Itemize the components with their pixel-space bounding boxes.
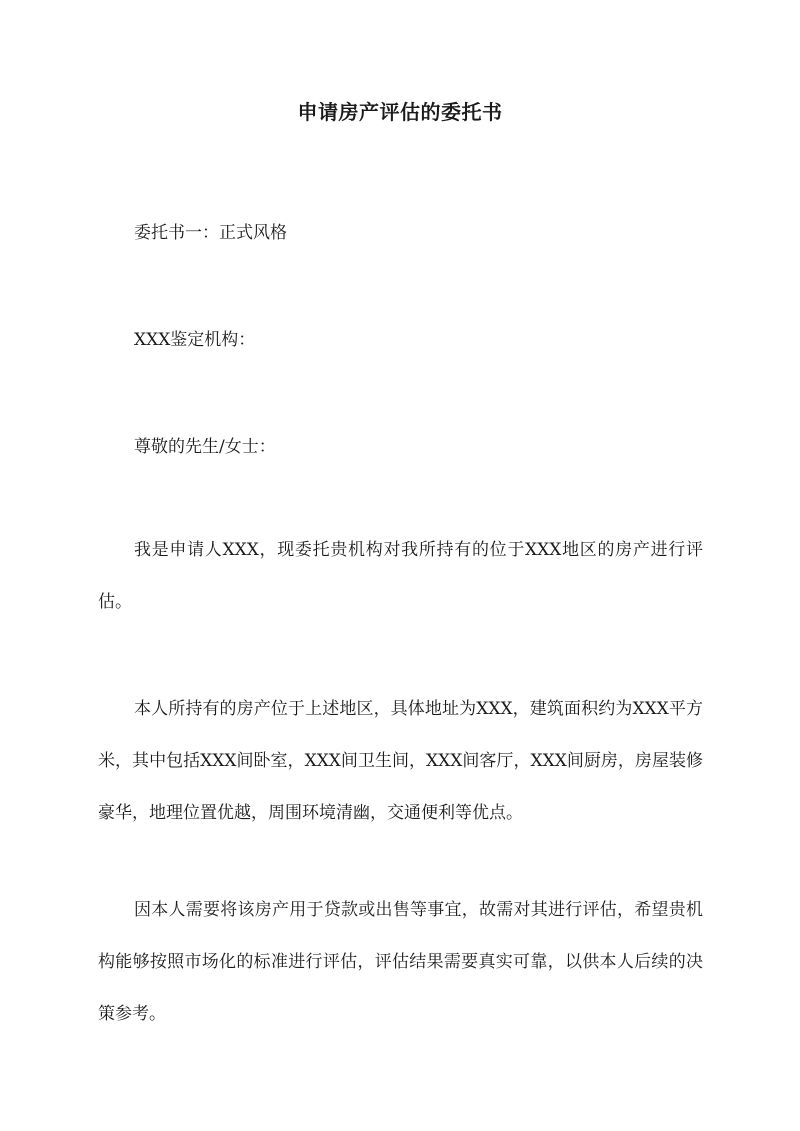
recipient-line: XXX鉴定机构： (134, 330, 256, 350)
document-title: 申请房产评估的委托书 (297, 100, 503, 124)
paragraph-3: 因本人需要将该房产用于贷款或出售等事宜，故需对其进行评估，希望贵机构能够按照市场化的标准进行评估，评估结果需要真实可靠，以供本人后续的决策参考。 (98, 900, 703, 1024)
paragraph-2: 本人所持有的房产位于上述地区，具体地址为XXX，建筑面积约为XXX平方米，其中包括XXX间卧室，XXX间卫生间，XXX间客厅，XXX间厨房，房屋装修豪华，地理位置优越，周围环境清幽，交通便利等优点。 (98, 699, 703, 823)
paragraph-1: 我是申请人XXX，现委托贵机构对我所持有的位于XXX地区的房产进行评估。 (98, 540, 703, 612)
document-subtitle: 委托书一：正式风格 (134, 223, 287, 243)
salutation-line: 尊敬的先生/女士： (134, 437, 276, 457)
